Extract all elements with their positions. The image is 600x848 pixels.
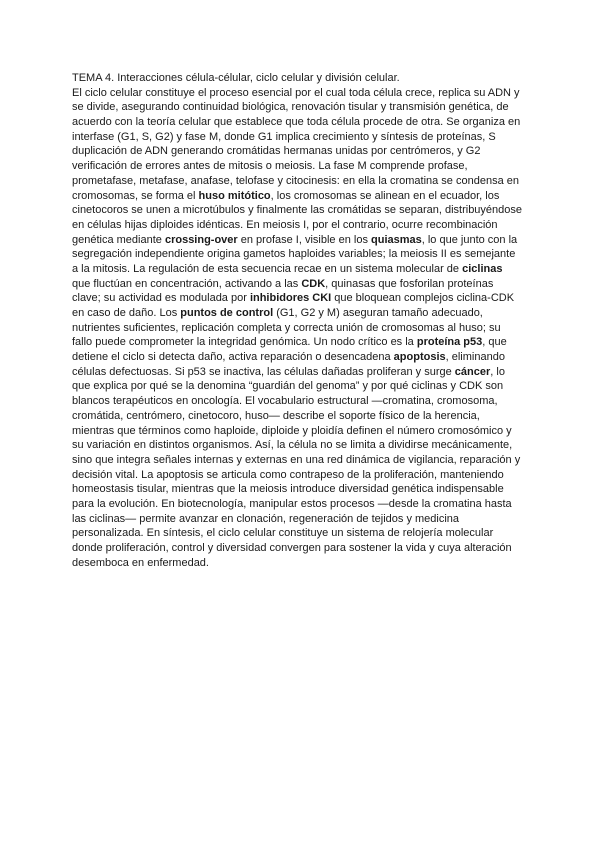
text-line <box>72 174 542 189</box>
text-segment: personalizada. En síntesis, el ciclo celular constituye un sistema de relojería molecular <box>72 527 494 540</box>
text-segment: su variación en distintos organismos. Así, la célula no se limita a dividirse mecánicamente, <box>72 439 513 452</box>
text-segment: en células hijas diploides idénticas. En meiosis I, por el contrario, ocurre recombinación <box>72 218 498 231</box>
text-segment: duplicación de ADN generando cromátidas hermanas unidas por centrómeros, y G2 <box>72 145 481 158</box>
text-line <box>72 247 542 262</box>
text-segment: El ciclo celular constituye el proceso esencial por el cual toda célula crece, replica su ADN y <box>72 86 520 99</box>
document-body <box>72 71 542 570</box>
text-segment: blancos terapéuticos en oncología. El vocabulario estructural —cromatina, cromosoma, <box>72 395 498 408</box>
text-line <box>72 438 542 453</box>
text-line <box>72 365 542 380</box>
text-line <box>72 159 542 174</box>
text-line <box>72 189 542 204</box>
text-line <box>72 453 542 468</box>
text-line <box>72 306 542 321</box>
text-segment: en profase I, visible en los <box>237 233 371 246</box>
text-segment: cromosomas, se forma el <box>72 189 199 202</box>
text-segment: , que <box>482 336 507 349</box>
text-segment: nutrientes suficientes, replicación completa y correcta unión de cromosomas al huso; su <box>72 321 501 334</box>
text-line <box>72 526 542 541</box>
text-segment: donde proliferación, control y diversidad convergen para sostener la vida y cuya alteración <box>72 542 512 554</box>
bold-term: proteína p53 <box>416 336 483 349</box>
bold-term: apoptosis <box>393 351 446 364</box>
text-segment: segregación independiente origina gametos haploides variables; la meiosis II es semejante <box>72 248 516 261</box>
text-segment: , lo que junto con la <box>421 233 518 246</box>
text-segment: que bloquean complejos ciclina-CDK <box>331 292 515 305</box>
text-segment: homeostasis tisular, mientras que la meiosis introduce diversidad genética indispensable <box>72 483 504 496</box>
text-line <box>72 262 542 277</box>
text-segment: , quinasas que fosforilan proteínas <box>325 277 494 290</box>
bold-term: cáncer <box>454 365 491 378</box>
text-line <box>72 144 542 159</box>
bold-term: huso mitótico <box>198 189 271 202</box>
text-segment: verificación de errores antes de mitosis o meiosis. La fase M comprende profase, <box>72 160 468 173</box>
text-line <box>72 409 542 424</box>
text-segment: cinetocoros se unen a microtúbulos y finalmente las cromátidas se separan, distribuyéndose <box>72 204 523 217</box>
text-segment: decisión vital. La apoptosis se articula como contrapeso de la proliferación, manteniendo <box>72 468 504 481</box>
text-line <box>72 556 542 571</box>
text-segment: que explica por qué se la denomina “guardián del genoma” y por qué ciclinas y CDK son <box>72 380 504 393</box>
bold-term: quiasmas <box>371 233 422 246</box>
text-line <box>72 86 542 101</box>
bold-term: CDK <box>301 277 326 290</box>
text-segment: detiene el ciclo si detecta daño, activa reparación o desencadena <box>72 351 394 364</box>
text-segment: prometafase, metafase, anafase, telofase y citocinesis: en ella la cromatina se condensa en <box>72 174 519 187</box>
bold-term: crossing-over <box>164 233 238 246</box>
text-segment: en caso de daño. Los <box>72 307 181 319</box>
text-line <box>72 350 542 365</box>
text-segment: se divide, asegurando continuidad biológica, renovación tisular y transmisión genética, de <box>72 101 509 114</box>
text-segment: TEMA 4. Interacciones célula-célular, ciclo celular y división celular. <box>72 72 400 84</box>
text-line <box>72 424 542 439</box>
text-segment: sino que integra señales internas y externas en una red dinámica de vigilancia, reparación y <box>72 453 521 466</box>
text-segment: fallo puede comprometer la integridad genómica. Un nodo crítico es la <box>72 336 417 349</box>
bold-term: ciclinas <box>462 262 503 275</box>
text-segment: , los cromosomas se alinean en el ecuador, los <box>270 189 500 202</box>
text-segment: interfase (G1, S, G2) y fase M, donde G1 implica crecimiento y síntesis de proteínas, S <box>72 130 496 143</box>
text-line <box>72 130 542 145</box>
text-line <box>72 335 542 350</box>
text-segment: desemboca en enfermedad. <box>72 556 209 569</box>
text-segment: (G1, G2 y M) aseguran tamaño adecuado, <box>273 307 483 319</box>
text-segment: acuerdo con la teoría celular que establece que toda célula procede de otra. Se organiza en <box>72 116 521 129</box>
bold-term: puntos de control <box>180 307 274 319</box>
text-line <box>72 291 542 306</box>
text-segment: genética mediante <box>72 233 165 246</box>
text-segment: que fluctúan en concentración, activando a las <box>72 277 302 290</box>
document-title-line <box>72 71 542 86</box>
text-line <box>72 321 542 336</box>
text-line <box>72 203 542 218</box>
text-segment: , lo <box>490 365 505 378</box>
text-line <box>72 482 542 497</box>
text-line <box>72 115 542 130</box>
text-line <box>72 394 542 409</box>
text-segment: cromátida, centrómero, cinetocoro, huso— describe el soporte físico de la herencia, <box>72 409 480 422</box>
text-line <box>72 277 542 292</box>
text-segment: mientras que términos como haploide, diploide y ploidía definen el número cromosómico y <box>72 424 512 437</box>
text-line <box>72 541 542 556</box>
text-segment: , eliminando <box>445 351 505 364</box>
text-line <box>72 379 542 394</box>
text-line <box>72 468 542 483</box>
text-line <box>72 497 542 512</box>
text-segment: clave; su actividad es modulada por <box>72 292 250 305</box>
text-line <box>72 512 542 527</box>
bold-term: inhibidores CKI <box>249 292 332 305</box>
text-segment: células defectuosas. Si p53 se inactiva, las células dañadas proliferan y surge <box>72 365 455 378</box>
text-segment: para la evolución. En biotecnología, manipular estos procesos —desde la cromatina hasta <box>72 497 512 510</box>
text-segment: las ciclinas— permite avanzar en clonación, regeneración de tejidos y medicina <box>72 512 460 525</box>
text-line <box>72 100 542 115</box>
text-line <box>72 218 542 233</box>
text-line <box>72 233 542 248</box>
text-segment: a la mitosis. La regulación de esta secuencia recae en un sistema molecular de <box>72 262 463 275</box>
